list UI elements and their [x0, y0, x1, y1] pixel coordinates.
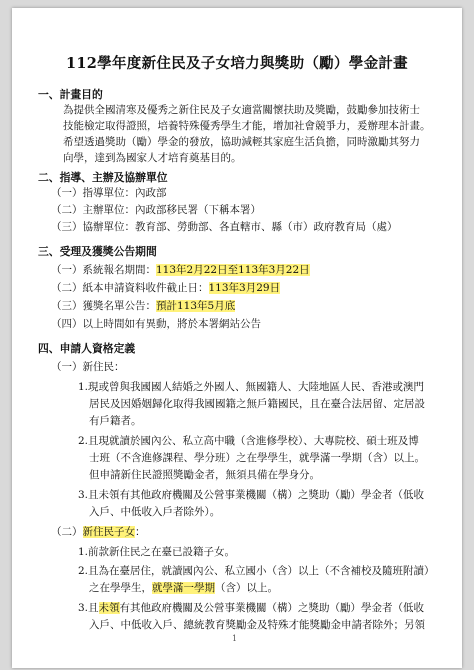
- paragraph-line: 之在學學生，就學滿一學期（含）以上。: [89, 582, 278, 594]
- section-heading-purpose: 一、計畫目的: [38, 88, 103, 101]
- highlighted-text: 就學滿一學期: [152, 582, 215, 594]
- section-heading-eligibility: 四、申請人資格定義: [38, 342, 136, 355]
- paragraph-line: 3.且未領有其他政府機關及公營事業機關（構）之獎助（勵）學金者（低收: [78, 489, 425, 501]
- list-item: （一）指導單位：內政部: [51, 187, 167, 199]
- paragraph-line: 居民及因婚姻歸化取得我國國籍之無戶籍國民，且在臺合法居留、定居設: [89, 398, 425, 410]
- paragraph-line: 士班（不含進修課程、學分班）之在學學生，就學滿一學期（含）以上。: [89, 452, 425, 464]
- paragraph-line: 為提供全國清寒及優秀之新住民及子女適當關懷扶助及獎勵，鼓勵參加技術士: [63, 104, 420, 116]
- list-item: （二）紙本申請資料收件截止日：113年3月29日: [51, 282, 281, 294]
- paragraph-line: 2.且為在臺居住，就讀國內公、私立國小（含）以上（不含補校及隨班附讀）: [78, 565, 435, 577]
- paragraph-line: 希望透過獎助（勵）學金的發放，協助減輕其家庭生活負擔，同時激勵其努力: [63, 136, 420, 148]
- highlighted-text: 113年2月22日至113年3月22日: [156, 264, 310, 276]
- document-page: [12, 8, 462, 668]
- list-item: （四）以上時間如有異動，將於本署網站公告: [51, 318, 261, 330]
- paragraph-line: 技能檢定取得證照，培養特殊優秀學生才能，增加社會競爭力，爰辦理本計畫。: [63, 120, 431, 132]
- paragraph-line: 有戶籍者。: [89, 415, 142, 427]
- paragraph-line: 1.現或曾與我國國人結婚之外國人、無國籍人、大陸地區人民、香港或澳門: [78, 381, 425, 393]
- paragraph-line: 2.且現就讀於國內公、私立高中職（含進修學校）、大專院校、碩士班及博: [78, 435, 419, 447]
- subsection-heading: （二）新住民子女：: [51, 526, 146, 538]
- paragraph-line: 3.且未領有其他政府機關及公營事業機關（構）之獎助（勵）學金者（低收: [78, 602, 425, 614]
- highlighted-text: 未領: [98, 602, 120, 614]
- paragraph-line: 入戶、中低收入戶、總統教育獎勵金及特殊才能獎勵金申請者除外；另領: [89, 619, 425, 631]
- highlighted-text: 113年3月29日: [208, 282, 281, 294]
- page-title: 112學年度新住民及子女培力與獎助（勵）學金計畫: [66, 55, 408, 72]
- section-heading-organizers: 二、指導、主辦及協辦單位: [38, 171, 168, 184]
- list-item: （一）系統報名期間：113年2月22日至113年3月22日: [51, 264, 310, 276]
- subsection-heading: （一）新住民：: [51, 361, 125, 373]
- paragraph-line: 但申請新住民證照獎勵金者，無須具備在學身分。: [89, 469, 320, 481]
- section-heading-schedule: 三、受理及獲獎公告期間: [38, 245, 157, 258]
- paragraph-line: 入戶、中低收入戶者除外）。: [89, 506, 221, 518]
- highlighted-text: 新住民子女: [82, 526, 135, 538]
- page-number: 1: [232, 634, 238, 643]
- list-item: （二）主辦單位：內政部移民署（下稱本署）: [51, 204, 261, 216]
- paragraph-line: 1.前款新住民之在臺已設籍子女。: [78, 546, 236, 558]
- list-item: （三）協辦單位：教育部、勞動部、各直轄市、縣（市）政府教育局（處）: [51, 221, 398, 233]
- paragraph-line: 向學，達到為國家人才培育奠基目的。: [63, 152, 242, 164]
- highlighted-text: 預計113年5月底: [156, 300, 236, 312]
- list-item: （三）獲獎名單公告：預計113年5月底: [51, 300, 236, 312]
